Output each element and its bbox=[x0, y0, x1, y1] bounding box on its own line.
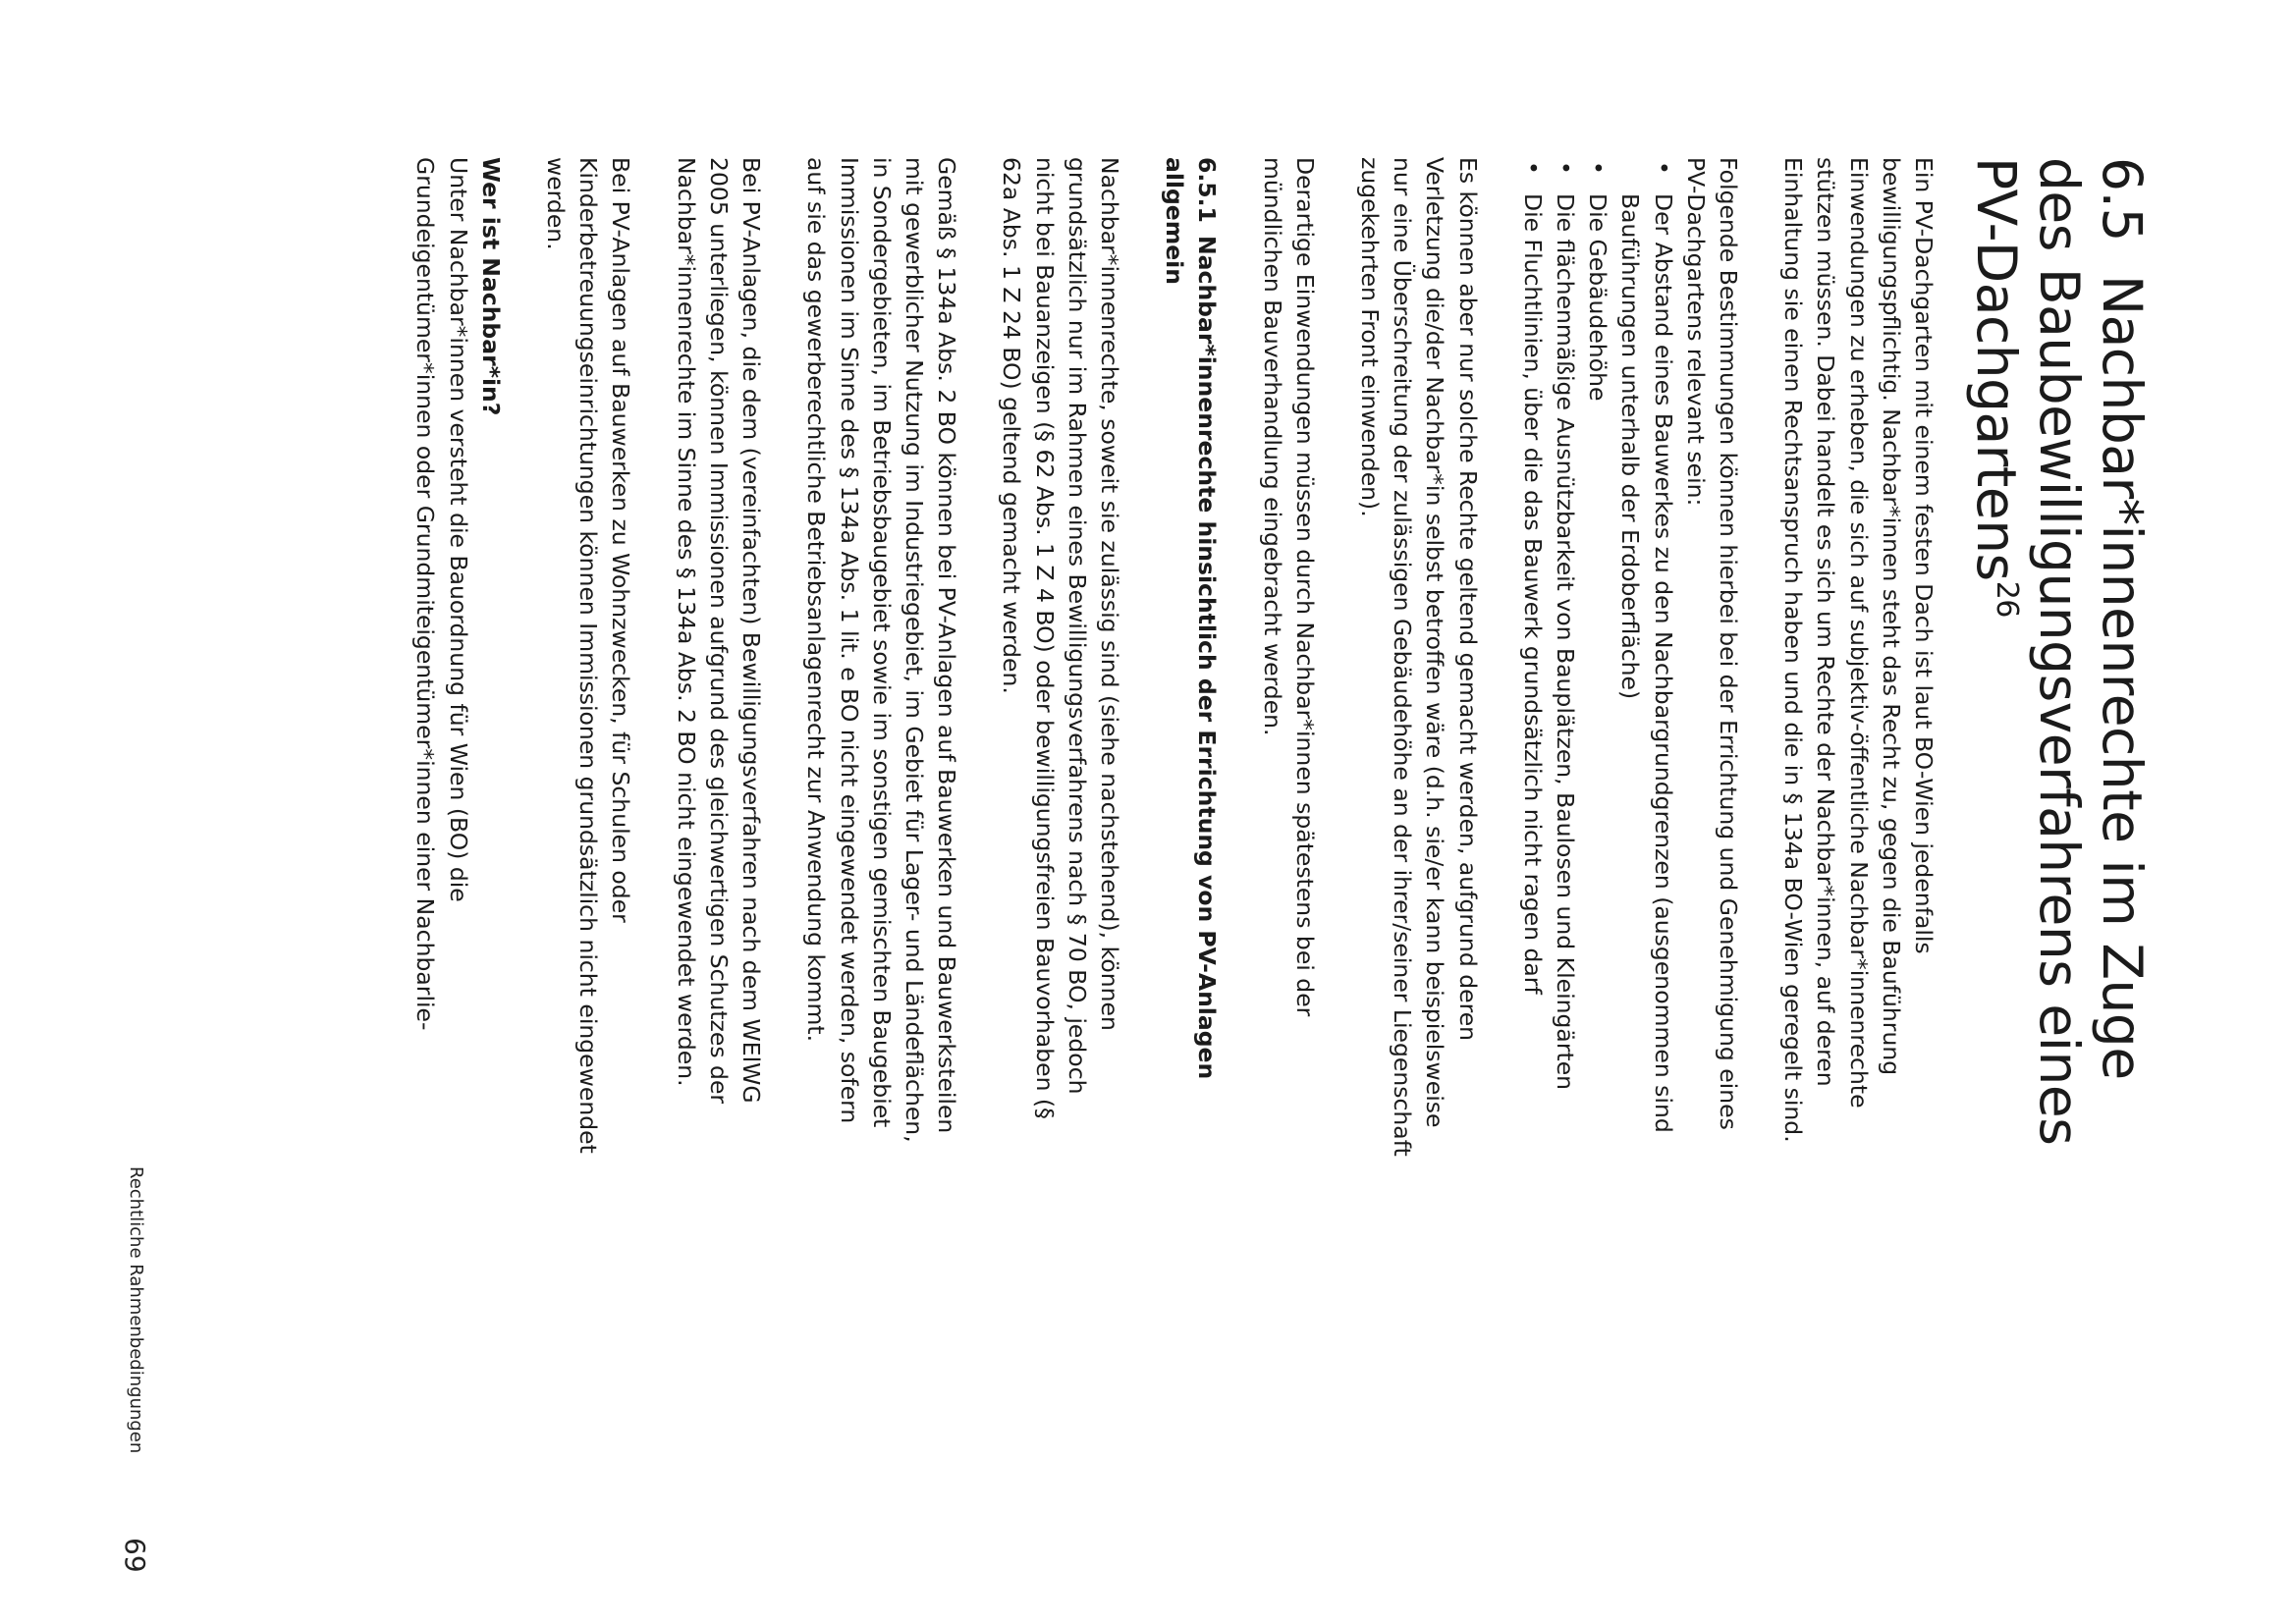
page-content bbox=[409, 157, 2154, 1159]
intro-paragraph: Ein PV-Dachgarten mit einem festen Dach ist laut BO-Wien jedenfalls bewilligungspflichtig. Nachbar*innen steht das Recht zu, gegen die Bauführung Einwendungen zu erheben, die sich auf subjektiv-öffentliche Nachbar*innenrechte stützen müssen. Dabei handelt es sich um Rechte der Nachbar*innen, auf deren Einhaltung sie einen Rechtsanspruch haben und die in § 134a BO-Wien geregelt sind. bbox=[1779, 157, 1938, 1143]
footnote-reference: 26 bbox=[1990, 580, 2024, 618]
provisions-list bbox=[1516, 157, 1679, 1159]
bullet-icon: • bbox=[1518, 161, 1547, 175]
relevant-provisions-paragraph: Folgende Bestimmungen können hierbei bei der Errichtung und Genehmigung eines PV-Dachgartens relevant sein: bbox=[1681, 157, 1742, 1130]
list-item: • Die flächenmäßige Ausnützbarkeit von Bauplätzen, Baulosen und Kleingärten bbox=[1549, 157, 1581, 1159]
rights-paragraph: Es können aber nur solche Rechte geltend gemacht werden, aufgrund deren Verletzung die/der Nachbar*in selbst betroffen wäre (d.h. sie/er kann beispielsweise nur eine Überschreitung der zulässigen Gebäudehöhe an der ihrer/seiner Liegenschaft zugekehrten Front einwenden). bbox=[1355, 157, 1482, 1157]
section-number: 6.5 bbox=[2091, 157, 2154, 242]
subsection-paragraph-1: Nachbar*innenrechte, soweit sie zulässig sind (siehe nachstehend), können grundsätzlich nur im Rahmen eines Bewilligungsverfahrens nach § 70 BO, jedoch nicht bei Bauanzeigen (§ 62 Abs. 1 Z 4 BO) oder bewilligungsfreien Bauvorhaben (§ 62a Abs. 1 Z 24 BO) geltend gemacht werden. bbox=[998, 157, 1123, 1119]
subsection-paragraph-4: Bei PV-Anlagen auf Bauwerken zu Wohnzwecken, für Schulen oder Kinderbetreuungseinrichtungen können Immissionen grundsätzlich nicht eingewendet werden. bbox=[542, 157, 635, 1154]
subsection-heading bbox=[1158, 157, 1223, 1159]
list-item: • Die Gebäudehöhe bbox=[1581, 157, 1613, 1159]
bullet-icon: • bbox=[1551, 161, 1579, 175]
section-heading bbox=[1965, 157, 2154, 1159]
list-item: • Die Fluchtlinien, über die das Bauwerk grundsätzlich nicht ragen darf bbox=[1516, 157, 1549, 1159]
bullet-icon: • bbox=[1584, 161, 1612, 175]
footer-chapter-label: Rechtliche Rahmenbedingungen bbox=[126, 1166, 146, 1454]
who-paragraph: Unter Nachbar*innen versteht die Bauordnung für Wien (BO) die Grundeigentümer*innen oder Grundmiteigentümer*innen einer Nachbarlie- bbox=[411, 157, 472, 1031]
subsection-title: Nachbar*innenrechte hinsichtlich der Errichtung von PV-Anlagen allgemein bbox=[1161, 157, 1222, 1080]
bullet-icon: • bbox=[1649, 161, 1677, 175]
section-title: Nachbar*innenrechte im Zuge des Baubewilligungsverfahrens eines PV-Dachgartens bbox=[1965, 157, 2154, 1146]
subsection-paragraph-3: Bei PV-Anlagen, die dem (vereinfachten) Bewilligungsverfahren nach dem WElWG 2005 unterliegen, können Immissionen aufgrund des gleichwertigen Schutzes der Nachbar*innenrechte im Sinne des § 134a Abs. 2 BO nicht eingewendet werden. bbox=[672, 157, 766, 1105]
subsection-number: 6.5.1 bbox=[1193, 157, 1222, 223]
list-item: • Der Abstand eines Bauwerkes zu den Nachbargrundgrenzen (ausgenommen sind Bauführungen unterhalb der Erdoberfläche) bbox=[1616, 161, 1677, 1133]
page-number: 69 bbox=[119, 1538, 151, 1573]
objections-paragraph: Derartige Einwendungen müssen durch Nachbar*innen spätestens bei der mündlichen Bauverhandlung eingebracht werden. bbox=[1258, 157, 1319, 1017]
subsection-paragraph-2: Gemäß § 134a Abs. 2 BO können bei PV-Anlagen auf Bauwerken und Bauwerksteilen mit gewerblicher Nutzung im Industriegebiet, im Gebiet für Lager- und Ländeflächen, in Sondergebieten, im Betriebsbaugebiet sowie im sonstigen gemischten Baugebiet Immissionen im Sinne des § 134a Abs. 1 lit. e BO nicht eingewendet werden, sofern auf sie das gewerberechtliche Betriebsanlagenrecht zur Anwendung kommt. bbox=[802, 157, 961, 1143]
who-heading: Wer ist Nachbar*in? bbox=[476, 157, 505, 416]
